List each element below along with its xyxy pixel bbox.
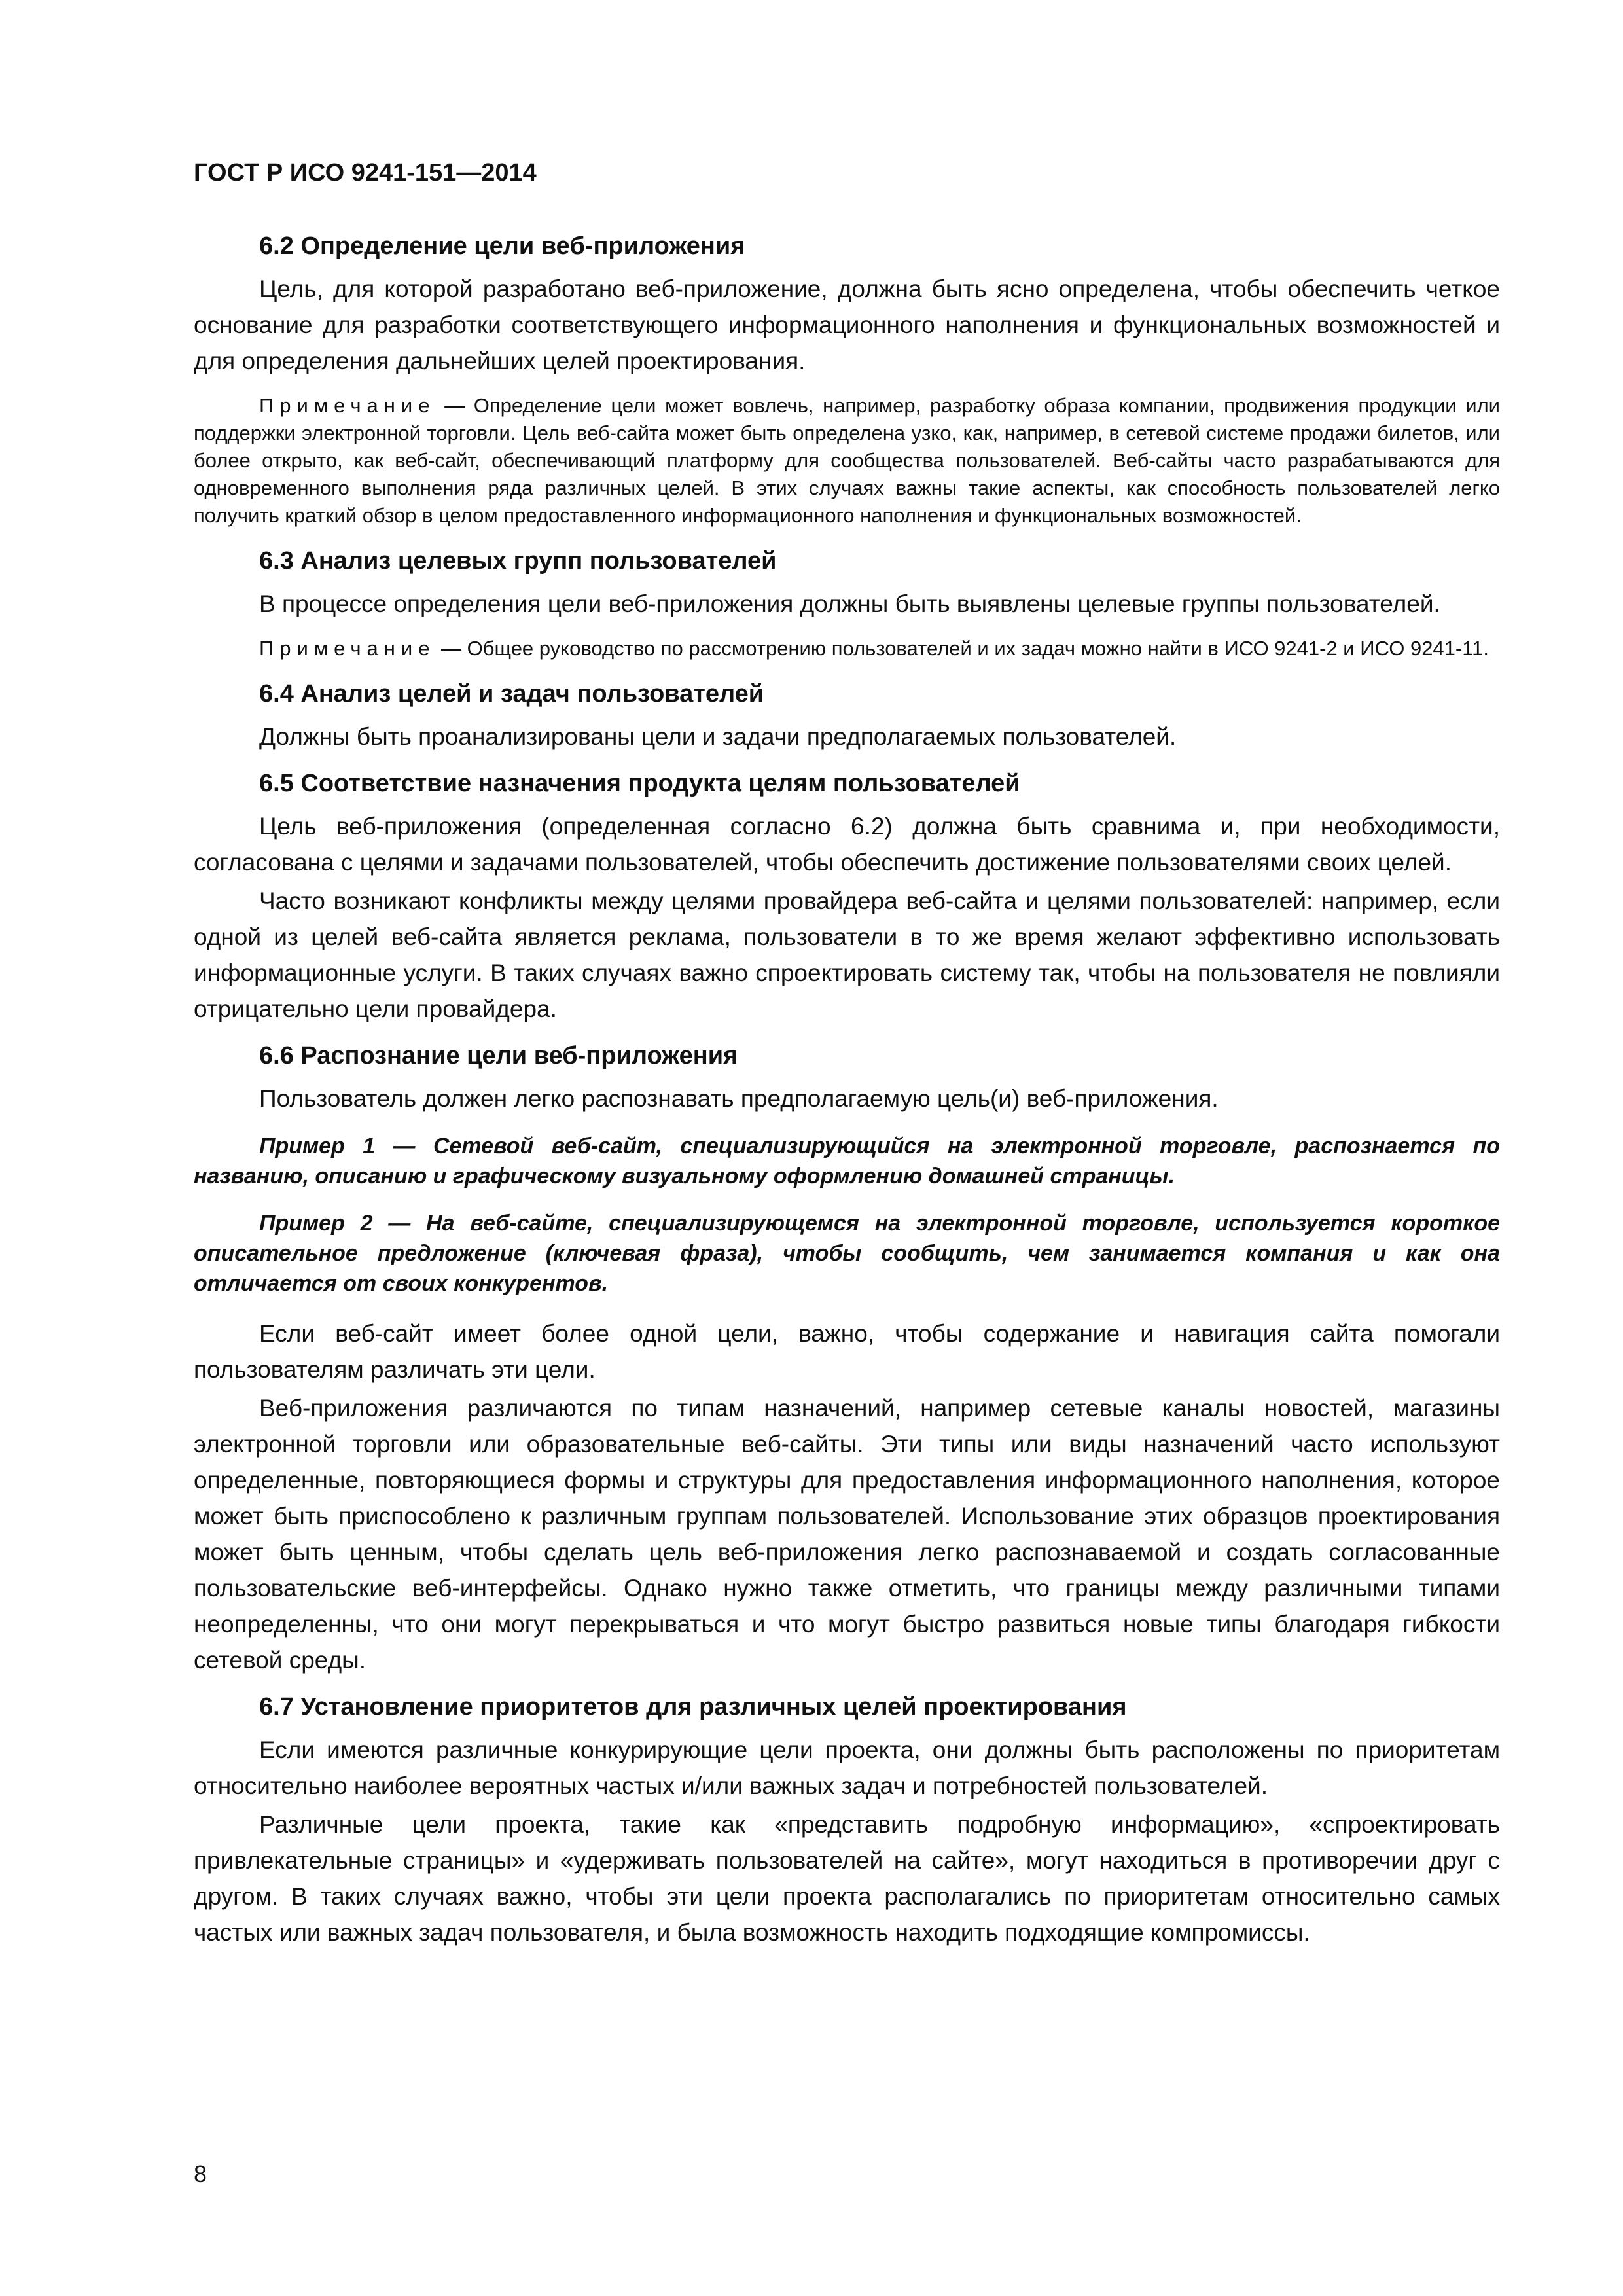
page-number: 8 <box>194 2161 207 2187</box>
paragraph: В процессе определения цели веб-приложения должны быть выявлены целевые группы пользователей. <box>259 590 1440 617</box>
section-heading-6-6: 6.6 Распознание цели веб-приложения <box>259 1042 738 1069</box>
note-text: — Определение цели может вовлечь, например, разработку образа компании, продвижения продукции или поддержки электронной торговли. Цель веб-сайта может быть определена узко, как, например, в сетевой системе продажи билетов, или более открыто, как веб-сайт, обеспечивающий платформу для сообщества пользователей. Веб-сайты часто разрабатываются для одновременного выполнения ряда различных целей. В этих случаях важны такие аспекты, как способность пользователей легко получить краткий обзор в целом предоставленного информационного наполнения и функциональных возможностей. <box>194 394 1500 527</box>
note-label: Примечание <box>259 394 436 417</box>
note <box>194 392 1500 529</box>
note-label: Примечание <box>259 637 436 660</box>
paragraph: Если веб-сайт имеет более одной цели, важно, чтобы содержание и навигация сайта помогали пользователям различать эти цели. <box>194 1320 1500 1383</box>
paragraph: Если имеются различные конкурирующие цели проекта, они должны быть расположены по приоритетам относительно наиболее вероятных частых и/или важных задач и потребностей пользователей. <box>194 1736 1500 1799</box>
paragraph: Часто возникают конфликты между целями провайдера веб-сайта и целями пользователей: например, если одной из целей веб-сайта является реклама, пользователи в то же время желают эффективно использовать информационные услуги. В таких случаях важно спроектировать систему так, чтобы на пользователя не повлияли отрицательно цели провайдера. <box>194 888 1500 1022</box>
section-heading-6-3: 6.3 Анализ целевых групп пользователей <box>259 547 777 575</box>
paragraph: Пользователь должен легко распознавать предполагаемую цель(и) веб-приложения. <box>259 1085 1219 1112</box>
paragraph: Цель, для которой разработано веб-приложение, должна быть ясно определена, чтобы обеспечить четкое основание для разработки соответствующего информационного наполнения и функциональных возможностей и для определения дальнейших целей проектирования. <box>194 276 1500 374</box>
section-heading-6-2: 6.2 Определение цели веб-приложения <box>259 232 745 260</box>
section-heading-6-4: 6.4 Анализ целей и задач пользователей <box>259 680 764 708</box>
section-heading-6-7: 6.7 Установление приоритетов для различных целей проектирования <box>259 1693 1127 1721</box>
page-content <box>194 157 1500 1953</box>
paragraph: Веб-приложения различаются по типам назначений, например сетевые каналы новостей, магазины электронной торговли или образовательные веб-сайты. Эти типы или виды назначений часто используют определенные, повторяющиеся формы и структуры для предоставления информационного наполнения, которое может быть приспособлено к различным группам пользователей. Использование этих образцов проектирования может быть ценным, чтобы сделать цель веб-приложения легко распознаваемой и создать согласованные пользовательские веб-интерфейсы. Однако нужно также отметить, что границы между различными типами неопределенны, что они могут перекрываться и что могут быстро развиться новые типы благодаря гибкости сетевой среды. <box>194 1395 1500 1674</box>
example-1: Пример 1 — Сетевой веб-сайт, специализирующийся на электронной торговле, распознается по названию, описанию и графическому визуальному оформлению домашней страницы. <box>194 1134 1500 1189</box>
paragraph: Цель веб-приложения (определенная согласно 6.2) должна быть сравнима и, при необходимости, согласована с целями и задачами пользователей, чтобы обеспечить достижение пользователями своих целей. <box>194 813 1500 876</box>
note-text: — Общее руководство по рассмотрению пользователей и их задач можно найти в ИСО 9241-2 и ИСО 9241-11. <box>435 637 1489 660</box>
paragraph: Должны быть проанализированы цели и задачи предполагаемых пользователей. <box>259 723 1177 750</box>
section-heading-6-5: 6.5 Соответствие назначения продукта целям пользователей <box>259 770 1020 797</box>
document-header: ГОСТ Р ИСО 9241-151—2014 <box>194 159 537 187</box>
note <box>194 635 1500 662</box>
paragraph: Различные цели проекта, такие как «представить подробную информацию», «спроектировать привлекательные страницы» и «удерживать пользователей на сайте», могут находиться в противоречии друг с другом. В таких случаях важно, чтобы эти цели проекта располагались по приоритетам относительно самых частых или важных задач пользователя, и была возможность находить подходящие компромиссы. <box>194 1811 1500 1946</box>
example-2: Пример 2 — На веб-сайте, специализирующемся на электронной торговле, используется короткое описательное предложение (ключевая фраза), чтобы сообщить, чем занимается компания и как она отличается от своих конкурентов. <box>194 1211 1500 1296</box>
